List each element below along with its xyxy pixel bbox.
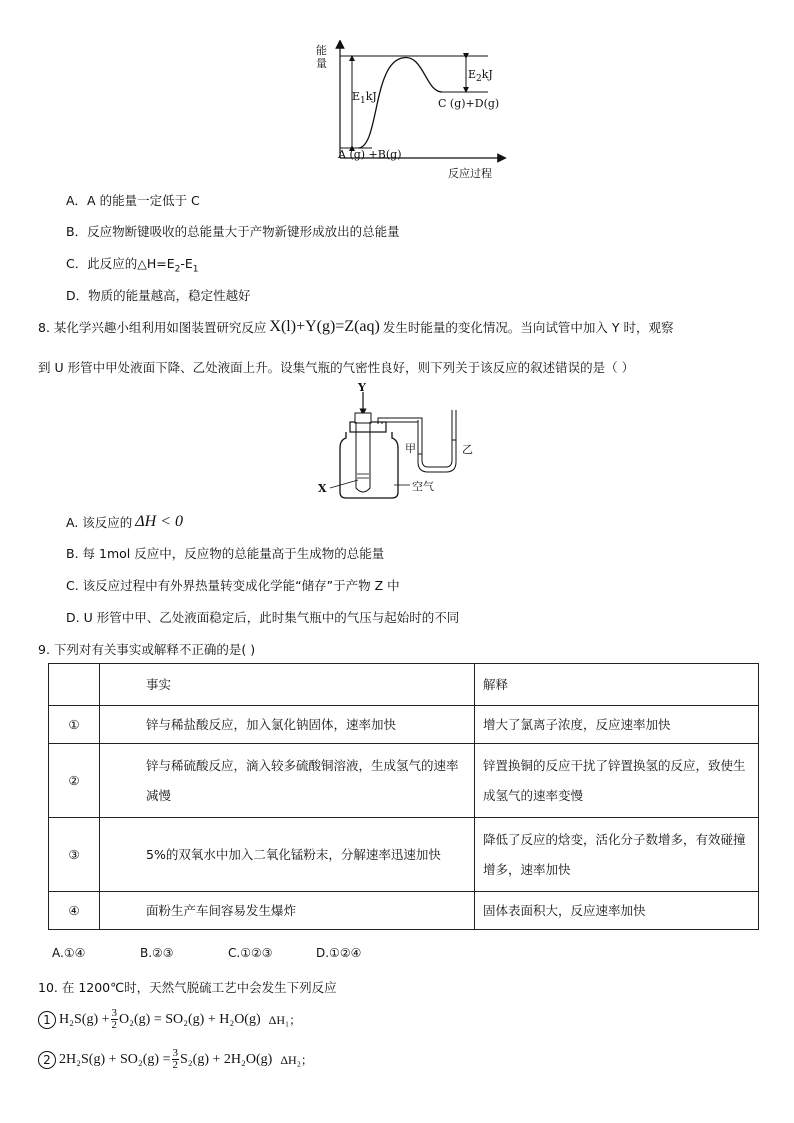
row-explanation: 固体表面积大，反应速率加快: [475, 892, 759, 930]
circled-number: 2: [38, 1051, 56, 1069]
q9-option-b: B.②③: [140, 946, 174, 960]
q7-option-d: D．物质的能量越高，稳定性越好: [66, 288, 251, 303]
q8-stem-line2: 到 U 形管中甲处液面下降、乙处液面上升。设集气瓶的气密性良好，则下列关于该反应的叙述错误的是（ ）: [38, 360, 635, 375]
q7-option-b: B．反应物断键吸收的总能量大于产物新键形成放出的总能量: [66, 224, 400, 239]
label-air: 空气: [412, 480, 434, 493]
header-fact: 事实: [100, 664, 475, 706]
q9-fact-table: [48, 663, 759, 930]
fraction: $\frac{3}{2}$: [172, 1047, 178, 1071]
e1-label: $E_1kJ$: [352, 90, 377, 107]
stopper-top: [355, 413, 371, 423]
row-explanation: 降低了反应的焓变，活化分子数增多，有效碰撞增多，速率加快: [475, 818, 759, 892]
row-fact: 锌与稀硫酸反应，滴入较多硫酸铜溶液，生成氢气的速率减慢: [100, 744, 475, 818]
reactants-label: A (g) +B(g): [338, 148, 402, 161]
row-explanation: 增大了氯离子浓度，反应速率加快: [475, 706, 759, 744]
q7-option-c: C．此反应的$\triangle H=E_2-E_1$: [66, 256, 199, 275]
table-row: [49, 892, 759, 930]
q9-option-c: C.①②③: [228, 946, 273, 960]
header-num: [49, 664, 100, 706]
gas-bottle: [340, 432, 398, 498]
label-yi: 乙: [462, 443, 473, 456]
q10-reaction-2: 2 2H₂S(g) + SO₂(g) = $\frac{3}{2}$ S₂(g) + 2H₂O(g) ΔH₂；: [38, 1048, 313, 1071]
x-pointer: [330, 480, 358, 488]
q7-option-a: A．A 的能量一定低于 C: [66, 193, 200, 208]
q9-options: [52, 946, 361, 960]
row-num: ②: [49, 744, 100, 818]
table-row: [49, 744, 759, 818]
q10-stem: 10. 在 1200℃时，天然气脱硫工艺中会发生下列反应: [38, 980, 337, 995]
row-num: ①: [49, 706, 100, 744]
q9-stem: 9. 下列对有关事实或解释不正确的是( ): [38, 642, 256, 657]
row-num: ④: [49, 892, 100, 930]
q8-stem-line1: 8. 某化学兴趣小组利用如图装置研究反应 X(l)+Y(g)=Z(aq) 发生时能量的变化情况。当向试管中加入 Y 时，观察: [38, 318, 674, 335]
u-tube: [418, 410, 456, 472]
fraction: $\frac{3}{2}$: [111, 1007, 117, 1031]
q9-option-a: A.①④: [52, 946, 86, 960]
circled-number: 1: [38, 1011, 56, 1029]
products-label: C (g)+D(g): [438, 97, 500, 110]
label-y: Y: [358, 381, 366, 394]
e2-label: $E_2kJ$: [468, 68, 493, 85]
table-header-row: [49, 664, 759, 706]
y-axis-label: 能量: [316, 44, 327, 70]
q8-option-c: C. 该反应过程中有外界热量转变成化学能“储存”于产物 Z 中: [66, 578, 400, 593]
q10-reaction-1: 1 H₂S(g) + $\frac{3}{2}$ O₂(g) = SO₂(g) + H₂O(g) ΔH₁；: [38, 1008, 301, 1031]
table-row: [49, 706, 759, 744]
row-explanation: 锌置换铜的反应干扰了锌置换氢的反应，致使生成氢气的速率变慢: [475, 744, 759, 818]
label-x: X: [318, 482, 327, 495]
q8-option-a: A. 该反应的 ΔH < 0: [66, 513, 184, 530]
x-axis-label: 反应过程: [448, 167, 492, 180]
row-fact: 面粉生产车间容易发生爆炸: [100, 892, 475, 930]
q9-option-d: D.①②④: [316, 946, 362, 960]
table-row: [49, 818, 759, 892]
q8-option-d: D. U 形管中甲、乙处液面稳定后，此时集气瓶中的气压与起始时的不同: [66, 610, 460, 625]
label-jia: 甲: [405, 442, 416, 455]
row-num: ③: [49, 818, 100, 892]
q8-option-b: B. 每 1mol 反应中，反应物的总能量高于生成物的总能量: [66, 546, 385, 561]
header-explanation: 解释: [475, 664, 759, 706]
q8-equation: X(l)+Y(g)=Z(aq): [269, 318, 380, 335]
row-fact: 锌与稀盐酸反应，加入氯化钠固体，速率加快: [100, 706, 475, 744]
row-fact: 5%的双氧水中加入二氧化锰粉末，分解速率迅速加快: [100, 818, 475, 892]
